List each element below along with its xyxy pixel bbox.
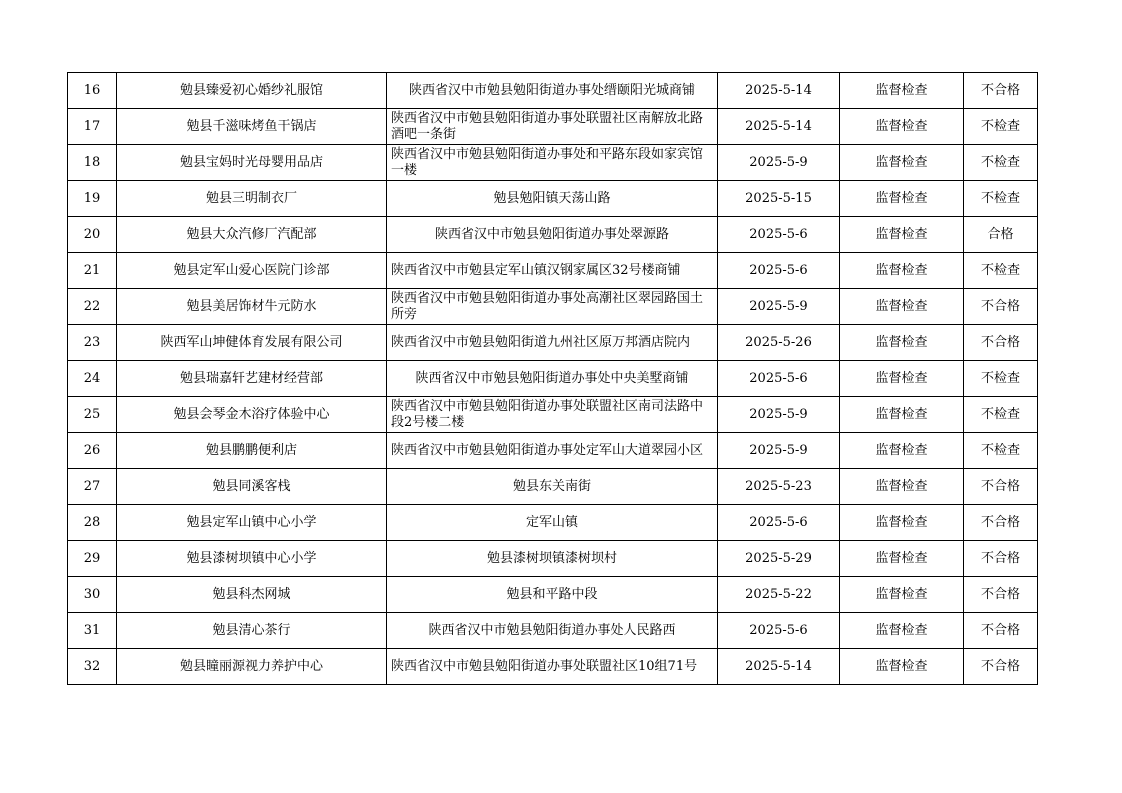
table-row <box>68 469 1038 505</box>
row-number: 32 <box>68 649 117 685</box>
row-number: 28 <box>68 505 117 541</box>
inspection-type: 监督检查 <box>840 145 964 181</box>
table-row <box>68 433 1038 469</box>
table-row <box>68 505 1038 541</box>
inspection-result: 不合格 <box>964 505 1038 541</box>
table-row <box>68 613 1038 649</box>
inspection-result: 不合格 <box>964 541 1038 577</box>
business-name: 勉县定军山爱心医院门诊部 <box>117 253 387 289</box>
row-number: 23 <box>68 325 117 361</box>
row-number: 31 <box>68 613 117 649</box>
inspection-result: 不合格 <box>964 649 1038 685</box>
inspection-date: 2025-5-6 <box>718 361 840 397</box>
inspection-result: 不检查 <box>964 397 1038 433</box>
business-name: 勉县瑞嘉轩艺建材经营部 <box>117 361 387 397</box>
business-name: 勉县宝妈时光母婴用品店 <box>117 145 387 181</box>
row-number: 19 <box>68 181 117 217</box>
row-number: 30 <box>68 577 117 613</box>
business-name: 勉县定军山镇中心小学 <box>117 505 387 541</box>
business-address: 勉县漆树坝镇漆树坝村 <box>387 541 718 577</box>
business-address: 勉县东关南街 <box>387 469 718 505</box>
business-name: 勉县鹏鹏便利店 <box>117 433 387 469</box>
inspection-result: 不检查 <box>964 181 1038 217</box>
inspection-date: 2025-5-9 <box>718 397 840 433</box>
inspection-date: 2025-5-22 <box>718 577 840 613</box>
inspection-date: 2025-5-6 <box>718 253 840 289</box>
inspection-date: 2025-5-14 <box>718 73 840 109</box>
inspection-type: 监督检查 <box>840 109 964 145</box>
inspection-date: 2025-5-9 <box>718 289 840 325</box>
table-row <box>68 577 1038 613</box>
business-address: 陕西省汉中市勉县勉阳街道办事处缙颐阳光城商铺 <box>387 73 718 109</box>
table-row <box>68 217 1038 253</box>
inspection-date: 2025-5-15 <box>718 181 840 217</box>
row-number: 18 <box>68 145 117 181</box>
inspection-type: 监督检查 <box>840 361 964 397</box>
inspection-result: 不合格 <box>964 469 1038 505</box>
inspection-type: 监督检查 <box>840 613 964 649</box>
table-row <box>68 145 1038 181</box>
inspection-type: 监督检查 <box>840 541 964 577</box>
business-name: 勉县臻爱初心婚纱礼服馆 <box>117 73 387 109</box>
inspection-date: 2025-5-6 <box>718 217 840 253</box>
business-address: 勉县勉阳镇天荡山路 <box>387 181 718 217</box>
business-address: 陕西省汉中市勉县勉阳街道办事处定军山大道翠园小区 <box>387 433 718 469</box>
business-address: 陕西省汉中市勉县勉阳街道办事处联盟社区10组71号 <box>387 649 718 685</box>
inspection-results-table <box>67 72 1038 685</box>
table-row <box>68 109 1038 145</box>
table-row <box>68 253 1038 289</box>
inspection-type: 监督检查 <box>840 181 964 217</box>
table-row <box>68 541 1038 577</box>
business-name: 勉县会琴金木浴疗体验中心 <box>117 397 387 433</box>
business-address: 陕西省汉中市勉县勉阳街道办事处联盟社区南解放北路酒吧一条街 <box>387 109 718 145</box>
inspection-type: 监督检查 <box>840 217 964 253</box>
inspection-result: 不检查 <box>964 253 1038 289</box>
table-row <box>68 361 1038 397</box>
business-name: 勉县大众汽修厂汽配部 <box>117 217 387 253</box>
row-number: 17 <box>68 109 117 145</box>
inspection-result: 不合格 <box>964 73 1038 109</box>
row-number: 26 <box>68 433 117 469</box>
inspection-type: 监督检查 <box>840 469 964 505</box>
row-number: 20 <box>68 217 117 253</box>
inspection-type: 监督检查 <box>840 577 964 613</box>
business-address: 勉县和平路中段 <box>387 577 718 613</box>
business-name: 勉县漆树坝镇中心小学 <box>117 541 387 577</box>
inspection-date: 2025-5-6 <box>718 505 840 541</box>
table-body <box>68 73 1038 685</box>
business-address: 陕西省汉中市勉县勉阳街道办事处中央美墅商铺 <box>387 361 718 397</box>
table-row <box>68 397 1038 433</box>
inspection-result: 不检查 <box>964 145 1038 181</box>
table-row <box>68 649 1038 685</box>
inspection-date: 2025-5-6 <box>718 613 840 649</box>
inspection-type: 监督检查 <box>840 397 964 433</box>
inspection-type: 监督检查 <box>840 289 964 325</box>
inspection-date: 2025-5-9 <box>718 433 840 469</box>
business-address: 陕西省汉中市勉县勉阳街道办事处和平路东段如家宾馆一楼 <box>387 145 718 181</box>
row-number: 16 <box>68 73 117 109</box>
inspection-date: 2025-5-26 <box>718 325 840 361</box>
inspection-type: 监督检查 <box>840 325 964 361</box>
business-name: 勉县清心茶行 <box>117 613 387 649</box>
business-name: 勉县美居饰材牛元防水 <box>117 289 387 325</box>
inspection-result: 不检查 <box>964 433 1038 469</box>
table-row <box>68 289 1038 325</box>
inspection-result: 合格 <box>964 217 1038 253</box>
business-name: 勉县三明制衣厂 <box>117 181 387 217</box>
inspection-date: 2025-5-14 <box>718 109 840 145</box>
business-address: 陕西省汉中市勉县勉阳街道办事处翠源路 <box>387 217 718 253</box>
inspection-date: 2025-5-9 <box>718 145 840 181</box>
inspection-result: 不检查 <box>964 361 1038 397</box>
business-address: 陕西省汉中市勉县勉阳街道九州社区原万邦酒店院内 <box>387 325 718 361</box>
row-number: 25 <box>68 397 117 433</box>
business-address: 陕西省汉中市勉县勉阳街道办事处联盟社区南司法路中段2号楼二楼 <box>387 397 718 433</box>
inspection-date: 2025-5-14 <box>718 649 840 685</box>
inspection-date: 2025-5-23 <box>718 469 840 505</box>
inspection-result: 不合格 <box>964 325 1038 361</box>
business-address: 陕西省汉中市勉县定军山镇汉钢家属区32号楼商铺 <box>387 253 718 289</box>
table-row <box>68 181 1038 217</box>
inspection-result: 不合格 <box>964 577 1038 613</box>
inspection-type: 监督检查 <box>840 73 964 109</box>
table-row <box>68 325 1038 361</box>
inspection-result: 不合格 <box>964 613 1038 649</box>
business-name: 勉县千滋味烤鱼干锅店 <box>117 109 387 145</box>
business-address: 定军山镇 <box>387 505 718 541</box>
row-number: 22 <box>68 289 117 325</box>
inspection-date: 2025-5-29 <box>718 541 840 577</box>
row-number: 21 <box>68 253 117 289</box>
row-number: 29 <box>68 541 117 577</box>
inspection-type: 监督检查 <box>840 253 964 289</box>
inspection-result: 不检查 <box>964 109 1038 145</box>
business-address: 陕西省汉中市勉县勉阳街道办事处高潮社区翠园路国土所旁 <box>387 289 718 325</box>
business-name: 陕西军山坤健体育发展有限公司 <box>117 325 387 361</box>
business-name: 勉县瞳丽源视力养护中心 <box>117 649 387 685</box>
business-name: 勉县同溪客栈 <box>117 469 387 505</box>
inspection-type: 监督检查 <box>840 649 964 685</box>
business-name: 勉县科杰网城 <box>117 577 387 613</box>
row-number: 27 <box>68 469 117 505</box>
business-address: 陕西省汉中市勉县勉阳街道办事处人民路西 <box>387 613 718 649</box>
inspection-type: 监督检查 <box>840 433 964 469</box>
row-number: 24 <box>68 361 117 397</box>
inspection-type: 监督检查 <box>840 505 964 541</box>
table-row <box>68 73 1038 109</box>
inspection-result: 不合格 <box>964 289 1038 325</box>
